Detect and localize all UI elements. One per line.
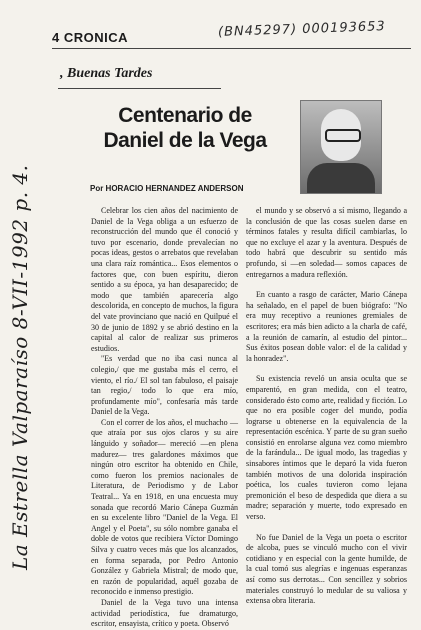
paragraph: "Es verdad que no iba casi nunca al colegio,/ que me gustaba más el cerro, el viento, el río./ El sol tan fabuloso, el paisaje tan regio,/ todo lo que era mío, profundamente mío", confesaría más tarde Daniel de la Vega. bbox=[91, 354, 238, 417]
article-byline: Por HORACIO HERNANDEZ ANDERSON bbox=[90, 184, 244, 193]
section-label: , Buenas Tardes bbox=[60, 66, 153, 81]
paragraph: Daniel de la Vega tuvo una intensa actividad periodística, fue dramaturgo, escritor, ensayista, crítico y poeta. Observó bbox=[91, 597, 238, 629]
handwritten-archive-reference: (BN45297) 000193653 bbox=[217, 19, 386, 40]
paragraph: En cuanto a rasgo de carácter, Mario Cánepa ha señalado, en el papel de buen biógrafo: "No era muy receptivo a reuniones gremiales de escritores; era más bien adicto a la charla de café, a la reunión de camarín, al estudio del pintor... Sus éxitos posean doble valor: el de la calidad y la honradez". bbox=[246, 290, 407, 363]
page-section-header: 4 CRONICA bbox=[52, 30, 129, 45]
paragraph: Su existencia reveló un ansia oculta que se emparentó, en gran medida, con el teatro, considerado ésto como arte, realidad y ficción. Lo que no era posible coger del mundo, podía lograrse u obtenerse en la equivalencia de la representación escénica. Y parte de su gran sueño consistió en enrolarse alguna vez como miembro de la farándula... De igual modo, las tragedias y sinsabores íntimos que le deparó la vida fueron también motivos de una dolorida inspiración poética, los cuales tuvieron como lejana premonición el beso de despedida que diera a su madre; separación y muerte, todo expresado en verso. bbox=[246, 374, 407, 522]
article-title: Centenario de Daniel de la Vega bbox=[103, 104, 267, 152]
author-portrait-photo bbox=[300, 100, 382, 194]
article-column-1 bbox=[91, 206, 238, 630]
section-rule bbox=[58, 88, 221, 89]
article-column-2 bbox=[246, 206, 407, 607]
header-rule bbox=[52, 48, 411, 49]
handwritten-source-note: La Estrella Valparaíso 8-VII-1992 p. 4. bbox=[8, 164, 32, 570]
paragraph: No fue Daniel de la Vega un poeta o escritor de alcoba, pues se vinculó mucho con el vivir cotidiano y en especial con la gente humilde, de la cual tomó sus alegrías e ingenuas esperanzas así como sus derrotas... Con sencillez y sobrios materiales construyó lo medular de su valiosa y extensa obra literaria. bbox=[246, 532, 407, 606]
paragraph: el mundo y se observó a sí mismo, llegando a la conclusión de que las cosas suelen darse en términos fatales y resulta difícil cambiarlas, lo que no excluye el azar y la aventura. Después de todo habrá que descubrir su sentido más profundo, si —en soledad— somos capaces de entregarnos a madura reflexión. bbox=[246, 206, 407, 279]
paragraph: Con el correr de los años, el muchacho —que atraía por sus ojos claros y su aire lánguido y soñador— mereció —en plena madurez— tres galardones máximos que ningún otro escritor ha obtenido en Chile, como fueron los premios nacionales de Literatura, de Periodismo y de Labor Teatral... Ya en 1918, en una encuesta muy sonada que recordó Mario Cánepa Guzmán en su excelente libro "Daniel de la Vega. El Angel y el Poeta", su sólo nombre ganaba el doble de votos que recibiera Víctor Domingo Silva y cuatro veces más que los alcanzados, en forma separada, por Pedro Antonio González y Gabriela Mistral; de modo que, en razón de popularidad, aquél gozaba de reconocido e inmenso prestigio. bbox=[91, 417, 238, 597]
paragraph: Celebrar los cien años del nacimiento de Daniel de la Vega obliga a un esfuerzo de reconstrucción del mundo que él conoció y tuvo por escenario, donde prevalecían no pocas ideas, gestos o arrebatos que revelaban una clara raíz romántica... Esos elementos o factores que, con buen espíritu, dieron sentido a su época, ya han desaparecido; de modo que también aparecería algo descolorida, en concepto de muchos, la figura del vate provinciano que nació en Quilpué el 30 de junio de 1892 y se abrió destino en la capital al calor de realizar sus primeros estudios. bbox=[91, 206, 238, 353]
